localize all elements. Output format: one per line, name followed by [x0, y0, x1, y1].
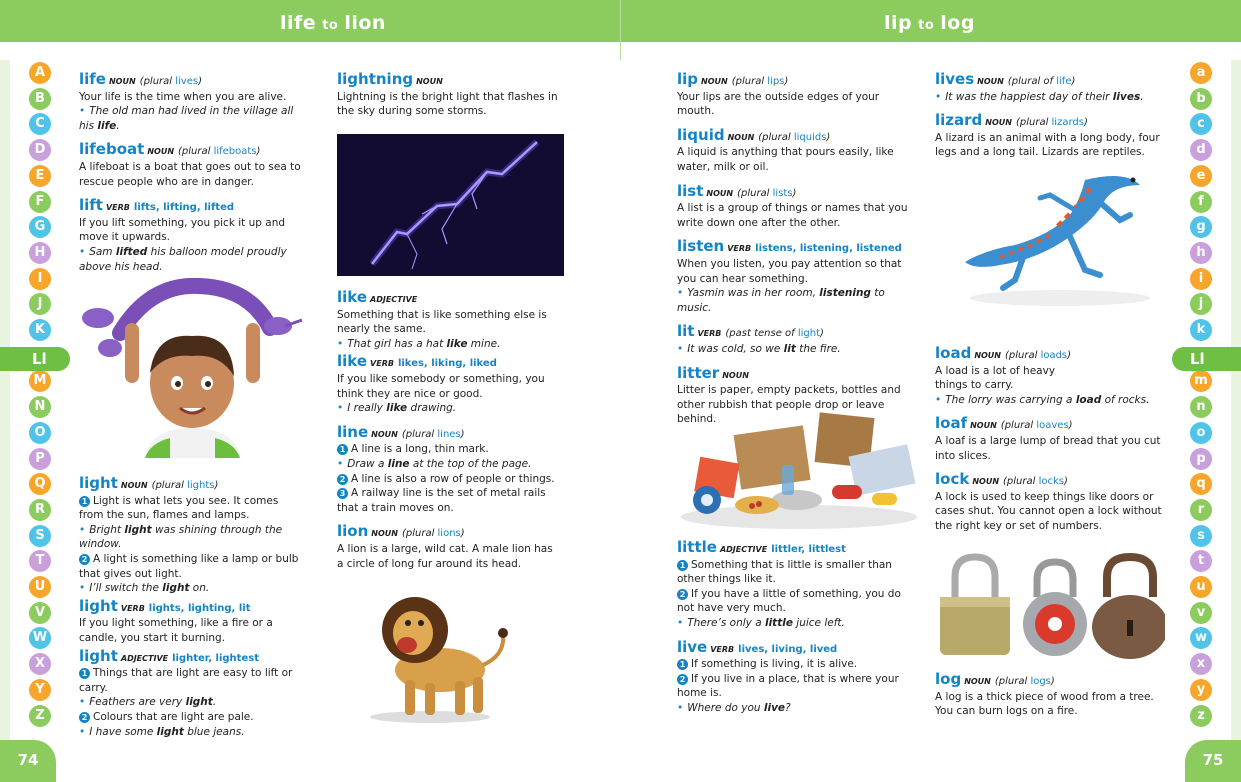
part-of-speech: NOUN — [727, 132, 755, 142]
entry-lizard — [935, 113, 1165, 160]
adjective-forms: lighter, lightest — [172, 652, 259, 664]
right-title-first-word: lip — [884, 12, 913, 34]
grammar-note: (plural lizards) — [1015, 117, 1088, 129]
alphabet-letter-t-left[interactable]: T — [29, 550, 51, 572]
definition: A loaf is a large lump of bread that you cut into slices. — [935, 434, 1161, 462]
definition: A lock is used to keep things like doors or cases shut. You cannot open a lock without the right key or set of numbers. — [935, 490, 1162, 532]
column-4-lower — [935, 346, 1165, 543]
example-1: • Bright light was shining through the window. — [79, 523, 283, 551]
right-page-title — [884, 12, 975, 34]
definition-2: 2 A line is also a row of people or things. — [337, 472, 562, 487]
page-number-left: 74 — [0, 740, 56, 782]
alphabet-letter-b-right[interactable]: b — [1190, 88, 1212, 110]
alphabet-letter-f-left[interactable]: F — [29, 191, 51, 213]
alphabet-letter-h-right[interactable]: h — [1190, 242, 1212, 264]
definition: When you listen, you pay attention so that you can hear something. — [677, 257, 902, 285]
entry-little — [677, 540, 909, 631]
example: • It was cold, so we lit the fire. — [677, 342, 841, 355]
part-of-speech: NOUN — [985, 118, 1012, 128]
alphabet-letter-g-left[interactable]: G — [29, 216, 51, 238]
entry-light-verb — [79, 596, 304, 646]
alphabet-letter-w-right[interactable]: w — [1190, 627, 1212, 649]
column-3 — [677, 72, 909, 436]
example: • I really like drawing. — [337, 402, 457, 415]
example-2: • I have some light blue jeans. — [79, 725, 245, 738]
alphabet-letter-k-left[interactable]: K — [29, 319, 51, 341]
entry-lightning — [337, 72, 562, 119]
grammar-note: (plural lifeboats) — [178, 146, 261, 158]
alphabet-letter-v-right[interactable]: v — [1190, 602, 1212, 624]
alphabet-letter-c-left[interactable]: C — [29, 113, 51, 135]
entry-lock — [935, 472, 1165, 533]
definition: A log is a thick piece of wood from a tree. You can burn logs on a fire. — [935, 690, 1154, 718]
grammar-note: (past tense of light) — [725, 328, 824, 340]
alphabet-letter-j-right[interactable]: j — [1190, 293, 1212, 315]
entry-like-adjective — [337, 290, 562, 351]
left-title-to: to — [322, 18, 339, 33]
definition: Litter is paper, empty packets, bottles and other rubbish that people drop or leave behind. — [677, 384, 901, 426]
part-of-speech: VERB — [727, 244, 752, 254]
grammar-note: (plural lions) — [401, 528, 465, 540]
alphabet-letter-w-left[interactable]: W — [29, 627, 51, 649]
column-2-lower — [337, 290, 562, 580]
entry-live — [677, 637, 909, 716]
right-title-last-word: log — [940, 12, 975, 34]
grammar-note: (plural locks) — [1003, 476, 1068, 488]
example-1: • Draw a line at the top of the page. — [337, 457, 532, 470]
headword: load — [935, 344, 972, 362]
alphabet-letter-k-right[interactable]: k — [1190, 319, 1212, 341]
grammar-note: (plural lists) — [737, 187, 797, 199]
entry-light-noun — [79, 476, 304, 596]
definition: Your life is the time when you are alive. — [79, 90, 287, 103]
definition: A liquid is anything that pours easily, like water, milk or oil. — [677, 146, 894, 173]
entry-liquid — [677, 125, 909, 175]
definition: Something that is like something else is nearly the same. — [337, 308, 547, 336]
part-of-speech: VERB — [120, 603, 145, 613]
alphabet-letter-o-left[interactable]: O — [29, 422, 51, 444]
example-2: • Where do you live? — [677, 701, 791, 714]
headword: loaf — [935, 414, 968, 433]
part-of-speech: NOUN — [964, 677, 991, 686]
verb-forms: listens, listening, listened — [755, 243, 902, 255]
entry-load — [935, 346, 1165, 407]
alphabet-letter-e-left[interactable]: E — [29, 165, 51, 187]
lightning-photo — [337, 134, 564, 276]
entry-lit — [677, 324, 909, 356]
definition: If you lift something, you pick it up and move it upwards. — [79, 216, 286, 244]
grammar-note: (plural loaves) — [1000, 420, 1073, 432]
left-page-title — [280, 12, 386, 34]
definition-2: 2 Colours that are light are pale. — [79, 710, 304, 725]
boy-with-balloon-illustration — [80, 278, 305, 458]
grammar-note: (plural liquids) — [758, 131, 831, 143]
alphabet-letter-i-right[interactable]: i — [1190, 268, 1212, 290]
alphabet-letter-d-left[interactable]: D — [29, 139, 51, 161]
current-letter-tab-right[interactable]: Ll — [1172, 347, 1241, 371]
grammar-note: (plural logs) — [994, 676, 1055, 687]
headword: lion — [337, 522, 369, 541]
alphabet-letter-y-left[interactable]: Y — [29, 679, 51, 701]
lion-illustration — [345, 585, 515, 725]
definition-1: 1 Light is what lets you see. It comes from the sun, flames and lamps. — [79, 494, 279, 522]
part-of-speech: ADJECTIVE — [120, 653, 169, 663]
entry-list — [677, 181, 909, 231]
alphabet-letter-z-right[interactable]: z — [1190, 705, 1212, 727]
alphabet-letter-t-right[interactable]: t — [1190, 550, 1212, 572]
entry-light-adjective — [79, 646, 304, 740]
part-of-speech: NOUN — [371, 529, 398, 539]
alphabet-letter-x-left[interactable]: X — [29, 653, 51, 675]
verb-forms: likes, liking, liked — [397, 358, 497, 370]
entry-line — [337, 422, 562, 516]
headword: liquid — [677, 125, 725, 144]
headword: lit — [677, 322, 695, 341]
headword: lifeboat — [79, 140, 145, 159]
headword: like — [337, 288, 368, 306]
definition: Lightning is the bright light that flashes in the sky during some storms. — [337, 90, 558, 118]
alphabet-letter-u-right[interactable]: u — [1190, 576, 1212, 598]
headword: lightning — [337, 70, 414, 88]
right-margin-strip — [1231, 60, 1241, 740]
alphabet-letter-m-right[interactable]: m — [1190, 370, 1212, 392]
left-margin-strip — [0, 60, 10, 740]
alphabet-letter-m-left[interactable]: M — [29, 370, 51, 392]
headword: log — [935, 670, 962, 688]
headword: lizard — [935, 111, 983, 130]
page-header — [0, 0, 1241, 60]
alphabet-letter-p-right[interactable]: p — [1190, 448, 1212, 470]
part-of-speech: ADJECTIVE — [370, 295, 418, 304]
alphabet-letter-r-right[interactable]: r — [1190, 499, 1212, 521]
definition-1: 1 If something is living, it is alive. — [677, 657, 909, 672]
headword: little — [677, 538, 717, 556]
entry-life — [79, 72, 304, 133]
part-of-speech: NOUN — [701, 77, 728, 86]
alphabet-letter-f-right[interactable]: f — [1190, 191, 1212, 213]
part-of-speech: NOUN — [706, 188, 734, 198]
example: • It was the happiest day of their lives. — [935, 90, 1144, 103]
example-2: • There’s only a little juice left. — [677, 616, 845, 629]
definition: A load is a lot of heavy things to carry. — [935, 364, 1056, 392]
example: • That girl has a hat like mine. — [337, 337, 501, 350]
alphabet-letter-d-right[interactable]: d — [1190, 139, 1212, 161]
headword: lives — [935, 70, 975, 88]
definition: If you like somebody or something, you think they are nice or good. — [337, 372, 545, 400]
example: • The lorry was carrying a load of rocks. — [935, 393, 1150, 406]
column-1-lower — [79, 476, 304, 742]
column-1 — [79, 72, 304, 283]
definition-1: 1 A line is a long, thin mark. — [337, 442, 562, 457]
definition: A lizard is an animal with a long body, four legs and a long tail. Lizards are reptiles. — [935, 131, 1160, 159]
alphabet-letter-u-left[interactable]: U — [29, 576, 51, 598]
headword: light — [79, 474, 118, 492]
grammar-note: (plural loads) — [1005, 350, 1072, 361]
alphabet-letter-v-left[interactable]: V — [29, 602, 51, 624]
part-of-speech: NOUN — [120, 481, 148, 490]
alphabet-letter-z-left[interactable]: Z — [29, 705, 51, 727]
entry-log — [935, 672, 1165, 719]
headword: listen — [677, 237, 725, 256]
alphabet-letter-b-left[interactable]: B — [29, 88, 51, 110]
part-of-speech: VERB — [710, 644, 735, 654]
definition-3: 3 A railway line is the set of metal rails that a train moves on. — [337, 487, 546, 514]
definition-1: 1 Things that are light are easy to lift or carry. — [79, 667, 293, 694]
alphabet-letter-n-right[interactable]: n — [1190, 396, 1212, 418]
left-title-last-word: lion — [344, 12, 386, 34]
headword: light — [79, 596, 118, 615]
page-number-right: 75 — [1185, 740, 1241, 782]
headword: life — [79, 70, 106, 88]
column-3-lower — [677, 540, 909, 725]
grammar-note: (plural of life) — [1007, 76, 1076, 87]
alphabet-letter-j-left[interactable]: J — [29, 293, 51, 315]
part-of-speech: NOUN — [972, 477, 1000, 487]
headword: live — [677, 637, 708, 656]
verb-forms: lives, living, lived — [738, 643, 838, 655]
headword: lock — [935, 470, 970, 489]
alphabet-letter-g-right[interactable]: g — [1190, 216, 1212, 238]
grammar-note: (plural lips) — [731, 76, 789, 87]
part-of-speech: ADJECTIVE — [719, 545, 768, 554]
entry-lift — [79, 198, 304, 274]
part-of-speech: NOUN — [416, 77, 443, 86]
column-4 — [935, 72, 1165, 169]
entry-like-verb — [337, 354, 562, 415]
headword: list — [677, 181, 704, 200]
example: • The old man had lived in the village all his life. — [79, 105, 294, 132]
alphabet-letter-a-right[interactable]: a — [1190, 62, 1212, 84]
part-of-speech: NOUN — [371, 429, 398, 439]
entry-lives — [935, 72, 1165, 104]
part-of-speech: NOUN — [970, 421, 997, 431]
headword: like — [337, 352, 368, 371]
definition-2: 2 A light is something like a lamp or bulb that gives out light. — [79, 552, 299, 580]
definition-2: 2 If you have a little of something, you do not have very much. — [677, 587, 901, 615]
part-of-speech: VERB — [697, 329, 722, 339]
part-of-speech: NOUN — [977, 77, 1004, 86]
part-of-speech: VERB — [105, 203, 130, 213]
verb-forms: lifts, lifting, lifted — [133, 202, 235, 214]
headword: lip — [677, 70, 699, 88]
alphabet-index-lower — [1180, 60, 1220, 740]
definition: A list is a group of things or names that you write down one after the other. — [677, 202, 908, 229]
definition-2: 2 If you live in a place, that is where your home is. — [677, 672, 899, 700]
right-title-to: to — [918, 18, 935, 33]
alphabet-letter-n-left[interactable]: N — [29, 396, 51, 418]
alphabet-letter-c-right[interactable]: c — [1190, 113, 1212, 135]
example-2: • I’ll switch the light on. — [79, 582, 210, 595]
grammar-note: (plural lights) — [151, 480, 219, 491]
headword: line — [337, 422, 369, 441]
alphabet-letter-q-right[interactable]: q — [1190, 473, 1212, 495]
example-1: • Feathers are very light. — [79, 696, 217, 709]
alphabet-letter-p-left[interactable]: P — [29, 448, 51, 470]
definition: A lifeboat is a boat that goes out to sea to rescue people who are in danger. — [79, 160, 301, 188]
alphabet-letter-a-left[interactable]: A — [29, 62, 51, 84]
part-of-speech: NOUN — [974, 351, 1001, 360]
part-of-speech: NOUN — [147, 147, 175, 157]
headword: lift — [79, 196, 103, 215]
column-2 — [337, 72, 562, 128]
part-of-speech: NOUN — [722, 370, 749, 380]
alphabet-letter-x-right[interactable]: x — [1190, 653, 1212, 675]
definition: Your lips are the outside edges of your mouth. — [677, 90, 880, 118]
litter-pile-illustration — [677, 405, 922, 530]
example: • Yasmin was in her room, listening to music. — [677, 287, 885, 314]
headword: light — [79, 646, 118, 665]
grammar-note: (plural lines) — [401, 428, 465, 440]
lizard-illustration — [955, 170, 1165, 310]
alphabet-letter-y-right[interactable]: y — [1190, 679, 1212, 701]
alphabet-letter-s-right[interactable]: s — [1190, 525, 1212, 547]
definition-1: 1 Something that is little is smaller than other things like it. — [677, 558, 892, 586]
headword: litter — [677, 363, 720, 382]
verb-forms: lights, lighting, lit — [148, 602, 251, 614]
current-letter-tab-left[interactable]: Ll — [0, 347, 70, 371]
alphabet-letter-r-left[interactable]: R — [29, 499, 51, 521]
book-spine — [620, 0, 621, 60]
entry-lip — [677, 72, 909, 119]
alphabet-letter-h-left[interactable]: H — [29, 242, 51, 264]
entry-listen — [677, 239, 909, 315]
alphabet-letter-e-right[interactable]: e — [1190, 165, 1212, 187]
alphabet-letter-i-left[interactable]: I — [29, 268, 51, 290]
definition: A lion is a large, wild cat. A male lion has a circle of long fur around its head. — [337, 542, 553, 570]
adjective-forms: littler, littlest — [771, 544, 846, 555]
entry-lion — [337, 524, 562, 571]
alphabet-letter-q-left[interactable]: Q — [29, 473, 51, 495]
alphabet-letter-o-right[interactable]: o — [1190, 422, 1212, 444]
example: • Sam lifted his balloon model proudly above his head. — [79, 245, 287, 273]
left-title-first-word: life — [280, 12, 317, 34]
entry-lifeboat — [79, 142, 304, 189]
alphabet-letter-s-left[interactable]: S — [29, 525, 51, 547]
part-of-speech: NOUN — [108, 77, 136, 86]
part-of-speech: VERB — [370, 359, 394, 369]
alphabet-index-upper — [22, 60, 62, 740]
definition: If you light something, like a fire or a candle, you start it burning. — [79, 617, 273, 644]
grammar-note: (plural lives) — [139, 76, 202, 87]
column-4-bottom — [935, 672, 1165, 728]
padlocks-illustration — [935, 552, 1165, 662]
entry-loaf — [935, 416, 1165, 463]
